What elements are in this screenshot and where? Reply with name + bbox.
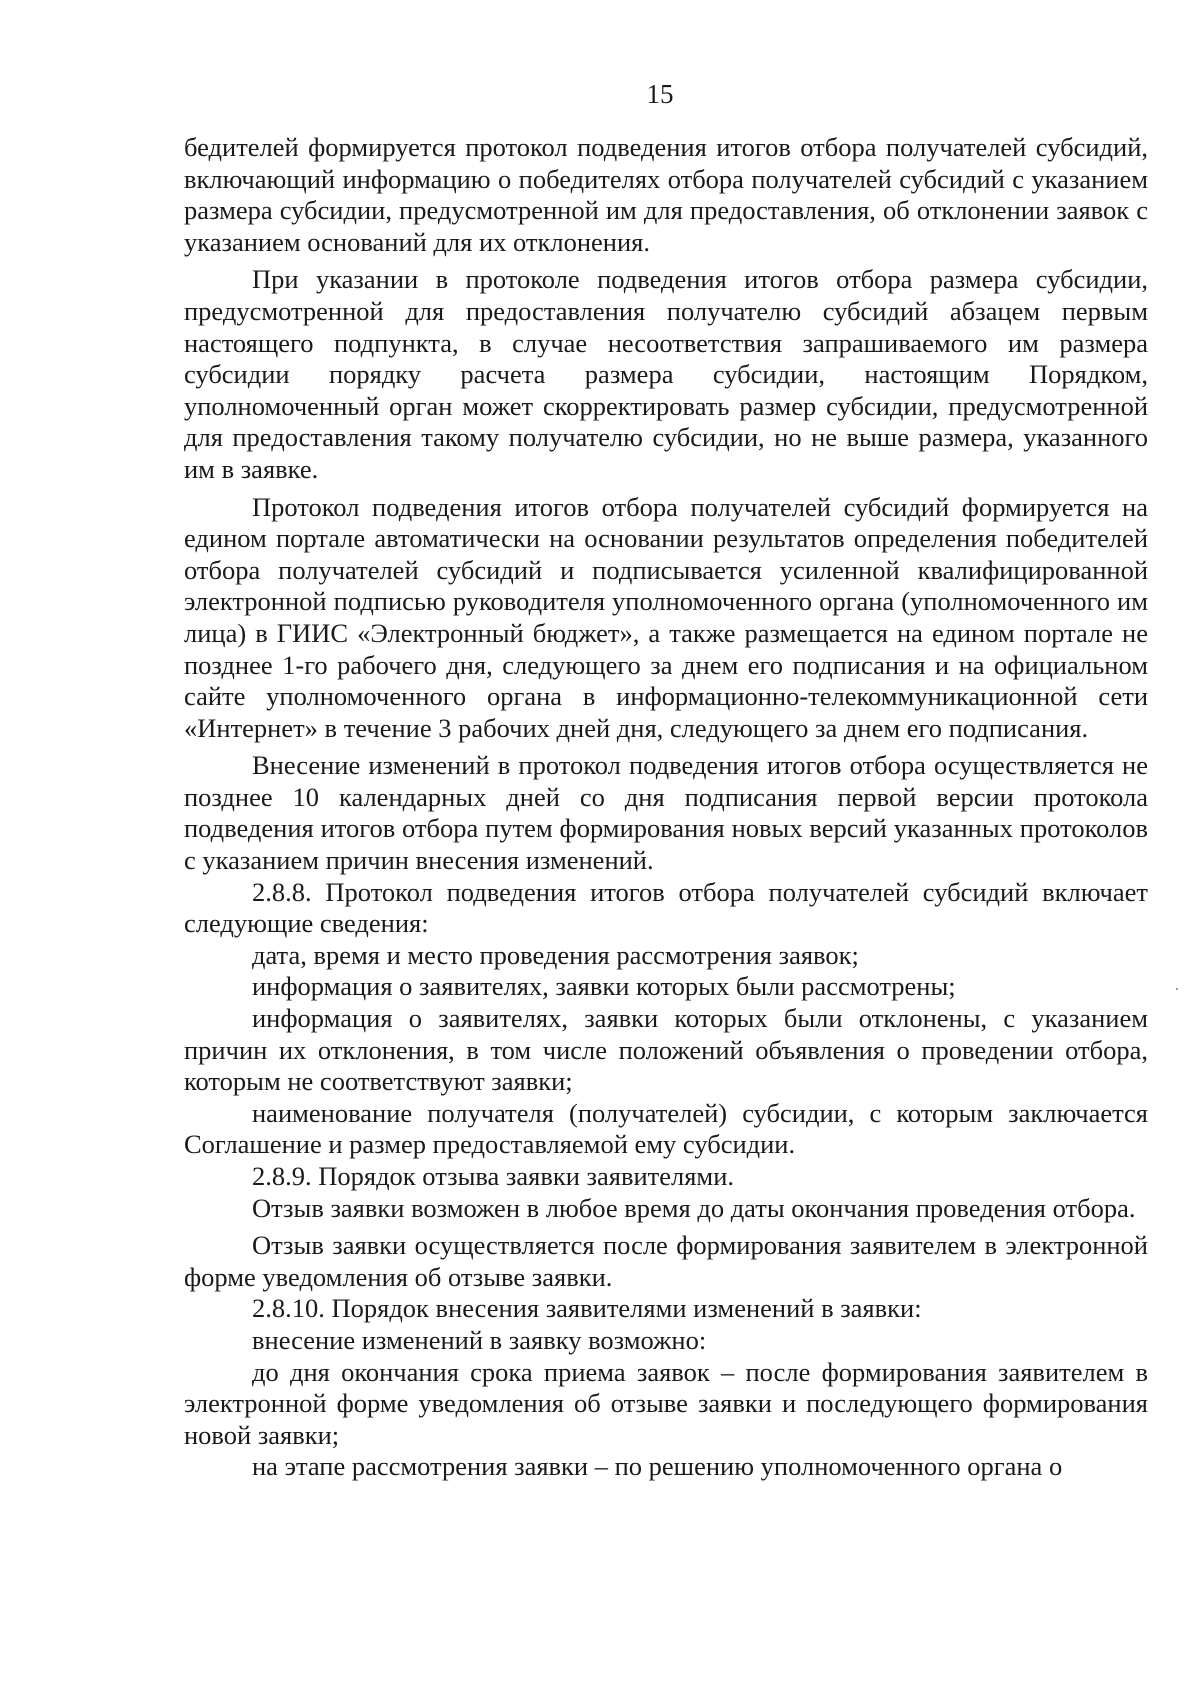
paragraph-protocol-formation: Протокол подведения итогов отбора получателей субсидий формируется на едином портале автоматически на основании результатов определения победителей отбора получателей субсидий и подписывается усиленной квалифицированной электронной подписью руководителя уполномоченного органа (уполномоченного им лица) в ГИИС «Электронный бюджет», а также размещается на едином портале не позднее 1-го рабочего дня, следующего за днем его подписания и на официальном сайте уполномоченного органа в информационно-телекоммуникационной сети «Интернет» в течение 3 рабочих дней дня, следующего за днем его подписания.	[184, 491, 1148, 743]
paragraph-section-2-8-10: 2.8.10. Порядок внесения заявителями изменений в заявки:	[252, 1293, 922, 1324]
list-item-rejected-applicants: информация о заявителях, заявки которых были отклонены, с указанием причин их отклонения, в том числе положений объявления о проведении отбора, которым не соответствуют заявки;	[184, 1003, 1148, 1097]
document-body	[184, 132, 1148, 1483]
list-item-reviewed-applicants: информация о заявителях, заявки которых были рассмотрены;	[252, 971, 956, 1002]
paragraph-withdrawal-timing: Отзыв заявки возможен в любое время до даты окончания проведения отбора.	[252, 1192, 1136, 1223]
paragraph-before-deadline: до дня окончания срока приема заявок – после формирования заявителем в электронной форме уведомления об отзыве заявки и последующего формирования новой заявки;	[184, 1356, 1148, 1450]
paragraph-section-2-8-8: 2.8.8. Протокол подведения итогов отбора получателей субсидий включает следующие сведения:	[184, 876, 1148, 939]
paragraph-protocol-correction: При указании в протоколе подведения итогов отбора размера субсидии, предусмотренной для предоставления получателю субсидий абзацем первым настоящего подпункта, в случае несоответствия запрашиваемого им размера субсидии порядку расчета размера субсидии, настоящим Порядком, уполномоченный орган может скорректировать размер субсидии, предусмотренной для предоставления такому получателю субсидии, но не выше размера, указанного им в заявке.	[184, 264, 1148, 484]
paragraph-withdrawal-procedure: Отзыв заявки осуществляется после формирования заявителем в электронной форме уведомления об отзыве заявки.	[184, 1230, 1148, 1292]
paragraph-continuation: бедителей формируется протокол подведения итогов отбора получателей субсидий, включающий информацию о победителях отбора получателей субсидий с указанием размера субсидии, предусмотренной им для предоставления, об отклонении заявок с указанием оснований для их отклонения.	[184, 132, 1148, 257]
list-item-recipient-name: наименование получателя (получателей) субсидии, с которым заключается Соглашение и размер предоставляемой ему субсидии.	[184, 1097, 1148, 1160]
list-item-date-time-place: дата, время и место проведения рассмотрения заявок;	[252, 939, 859, 970]
scan-artifact	[1176, 988, 1178, 990]
paragraph-changes-possible: внесение изменений в заявку возможно:	[252, 1324, 707, 1355]
paragraph-protocol-changes: Внесение изменений в протокол подведения итогов отбора осуществляется не позднее 10 календарных дней со дня подписания первой версии протокола подведения итогов отбора путем формирования новых версий указанных протоколов с указанием причин внесения изменений.	[184, 750, 1148, 876]
paragraph-section-2-8-9: 2.8.9. Порядок отзыва заявки заявителями.	[252, 1161, 734, 1191]
page-number: 15	[646, 79, 674, 109]
paragraph-review-stage: на этапе рассмотрения заявки – по решению уполномоченного органа о	[252, 1451, 1063, 1482]
